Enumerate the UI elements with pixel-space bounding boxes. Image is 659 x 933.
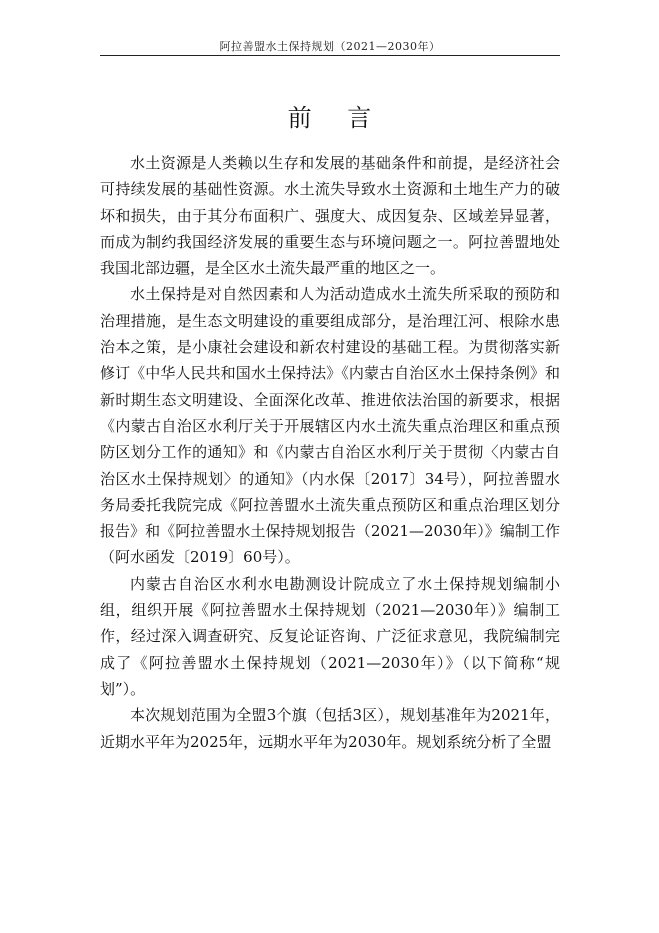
header-rule	[100, 55, 560, 56]
document-body	[100, 150, 560, 755]
paragraph: 水土保持是对自然因素和人为活动造成水土流失所采取的预防和治理措施，是生态文明建设的重要组成部分，是治理江河、根除水患治本之策，是小康社会建设和新农村建设的基础工程。为贯彻落实新修订《中华人民共和国水土保持法》《内蒙古自治区水土保持条例》和新时期生态文明建设、全面深化改革、推进依法治国的新要求，根据《内蒙古自治区水利厅关于开展辖区内水土流失重点治理区和重点预防区划分工作的通知》和《内蒙古自治区水利厅关于贯彻〈内蒙古自治区水土保持规划〉的通知》（内水保〔2017〕34号），阿拉善盟水务局委托我院完成《阿拉善盟水土流失重点预防区和重点治理区划分报告》和《阿拉善盟水土保持规划报告（2021—2030年）》编制工作（阿水函发〔2019〕60号）。	[100, 285, 560, 567]
page-title: 前 言	[287, 104, 386, 132]
paragraph: 内蒙古自治区水利水电勘测设计院成立了水土保持规划编制小组，组织开展《阿拉善盟水土保持规划（2021—2030年）》编制工作，经过深入调查研究、反复论证咨询、广泛征求意见，我院编制完成了《阿拉善盟水土保持规划（2021—2030年）》（以下简称“规划”）。	[100, 574, 560, 698]
paragraph: 本次规划范围为全盟3个旗（包括3区），规划基准年为2021年，近期水平年为2025年，远期水平年为2030年。规划系统分析了全盟	[100, 706, 560, 751]
running-header: 阿拉善盟水土保持规划（2021—2030年）	[219, 40, 441, 53]
paragraph: 水土资源是人类赖以生存和发展的基础条件和前提，是经济社会可持续发展的基础性资源。水土流失导致水土资源和土地生产力的破坏和损失，由于其分布面积广、强度大、成因复杂、区域差异显著，而成为制约我国经济发展的重要生态与环境问题之一。阿拉善盟地处我国北部边疆，是全区水土流失最严重的地区之一。	[100, 154, 560, 278]
